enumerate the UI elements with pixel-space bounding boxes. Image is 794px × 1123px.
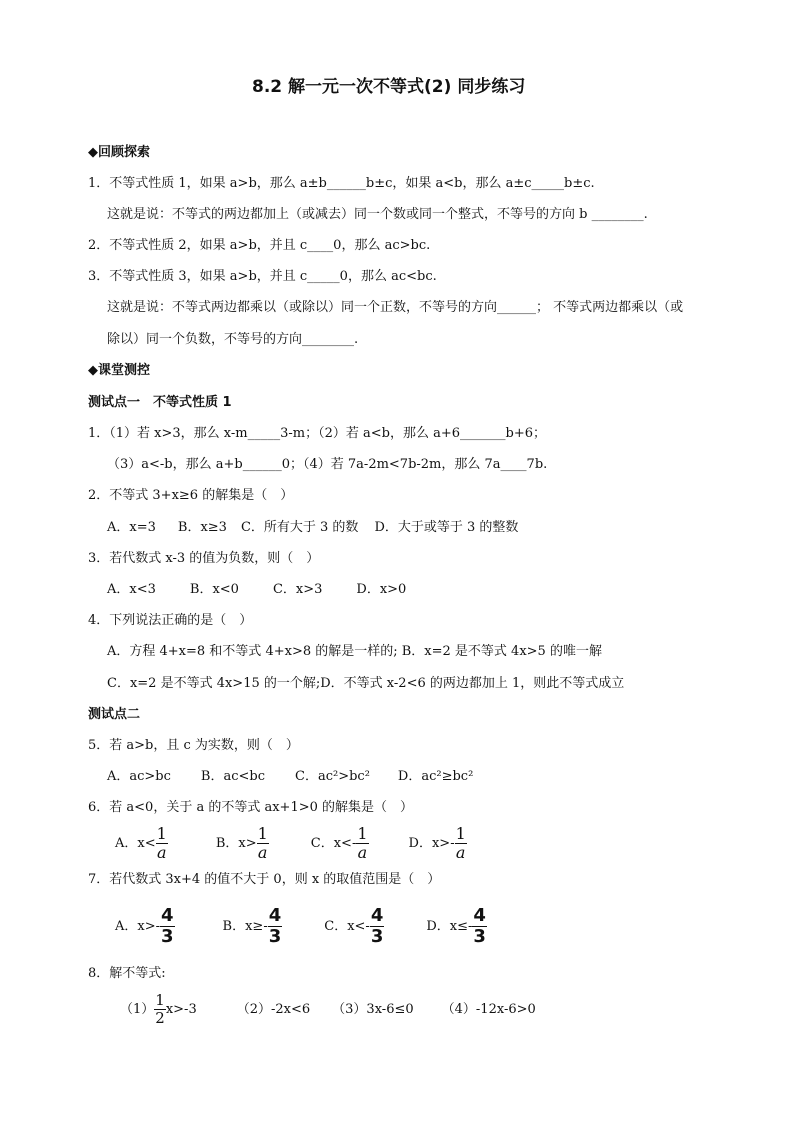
question-6-option-d-prefix: D．x>- bbox=[408, 836, 455, 851]
fraction-denominator: a bbox=[455, 843, 466, 862]
question-7-option-a bbox=[115, 905, 175, 947]
question-3-options bbox=[107, 581, 406, 599]
page-title: 8.2 解一元一次不等式(2) 同步练习 bbox=[252, 77, 526, 97]
question-6-option-a-prefix: A．x< bbox=[115, 836, 156, 851]
fraction-numerator: 4 bbox=[473, 905, 486, 926]
question-7-option-c-prefix: C．x<- bbox=[324, 919, 370, 934]
fraction-numerator: 1 bbox=[257, 824, 268, 843]
question-5-option-a: A．ac>bc bbox=[107, 769, 171, 784]
section-heading-review: ◆回顾探索 bbox=[88, 145, 150, 160]
question-6-option-b-prefix: B．x> bbox=[215, 836, 257, 851]
question-7-option-d bbox=[426, 905, 487, 947]
question-2-options bbox=[107, 519, 518, 537]
question-6-option-c bbox=[310, 824, 369, 862]
fraction-denominator: 3 bbox=[370, 926, 384, 947]
question-7-option-c bbox=[324, 905, 384, 947]
fraction-denominator: 3 bbox=[161, 926, 174, 947]
fraction-numerator: 1 bbox=[455, 824, 466, 843]
review-question-3-note-1: 这就是说：不等式两边都乘以（或除以）同一个正数，不等号的方向______； 不等式两边都乘以（或 bbox=[107, 300, 684, 315]
question-4-line-1: A．方程 4+x=8 和不等式 4+x>8 的解是一样的; B．x=2 是不等式 4x>5 的唯一解 bbox=[107, 644, 602, 659]
question-5-options bbox=[107, 768, 473, 786]
question-5-option-b: B．ac<bc bbox=[200, 769, 266, 784]
question-4-stem: 4．下列说法正确的是（ ） bbox=[88, 613, 253, 628]
question-2-option-a: A．x=3 bbox=[107, 520, 156, 535]
question-8-part-1-prefix: （1） bbox=[120, 1002, 155, 1017]
question-2-option-d: D．大于或等于 3 的整数 bbox=[374, 520, 519, 535]
question-3-stem: 3．若代数式 x-3 的值为负数，则（ ） bbox=[88, 551, 320, 566]
test-point-2-heading: 测试点二 bbox=[88, 707, 141, 722]
fraction-numerator: 4 bbox=[370, 905, 384, 926]
question-8-part-1-inequality: x>-3 bbox=[165, 1002, 197, 1017]
fraction-denominator: 3 bbox=[268, 926, 282, 947]
question-4-line-2: C．x=2 是不等式 4x>15 的一个解;D．不等式 x-2<6 的两边都加上 1，则此不等式成立 bbox=[107, 676, 625, 691]
question-5-stem: 5．若 a>b，且 c 为实数，则（ ） bbox=[88, 738, 299, 753]
fraction bbox=[156, 826, 168, 861]
fraction-denominator: a bbox=[156, 843, 167, 862]
question-7-option-b-prefix: B．x≥- bbox=[222, 919, 268, 934]
question-8-part-2: （2）-2x<6 bbox=[236, 1002, 311, 1017]
review-question-3: 3．不等式性质 3，如果 a>b，并且 c_____0，那么 ac<bc. bbox=[88, 269, 437, 284]
question-6-option-c-prefix: C．x<- bbox=[310, 836, 357, 851]
section-heading-class: ◆课堂测控 bbox=[88, 363, 150, 378]
question-2-stem: 2．不等式 3+x≥6 的解集是（ ） bbox=[88, 488, 294, 503]
fraction bbox=[455, 826, 467, 861]
question-3-option-d: D．x>0 bbox=[356, 582, 407, 597]
question-8-part-3: （3）3x-6≤0 bbox=[332, 1002, 414, 1017]
review-question-3-note-2: 除以）同一个负数，不等号的方向________. bbox=[107, 332, 359, 347]
question-2-option-b: B．x≥3 bbox=[177, 520, 227, 535]
fraction-numerator: 1 bbox=[357, 824, 368, 843]
fraction-denominator: a bbox=[357, 843, 368, 862]
question-8-parts bbox=[120, 990, 536, 1030]
question-5-option-d: D．ac²≥bc² bbox=[397, 769, 474, 784]
fraction bbox=[268, 907, 283, 946]
fraction-denominator: 3 bbox=[473, 926, 486, 947]
question-8-part-4: （4）-12x-6>0 bbox=[441, 1002, 536, 1017]
review-question-1: 1．不等式性质 1，如果 a>b，那么 a±b______b±c，如果 a<b，那么 a±c_____b±c. bbox=[88, 176, 595, 191]
question-6-stem: 6．若 a<0，关于 a 的不等式 ax+1>0 的解集是（ ） bbox=[88, 800, 414, 815]
question-1-line-2: （3）a<-b，那么 a+b______0；（4）若 7a-2m<7b-2m，那么 7a____7b. bbox=[107, 457, 548, 472]
question-6-option-b bbox=[215, 824, 269, 862]
fraction-denominator: 2 bbox=[155, 1009, 165, 1027]
question-3-option-a: A．x<3 bbox=[107, 582, 156, 597]
fraction bbox=[472, 907, 487, 946]
question-1-line-1: 1．（1）若 x>3，那么 x-m_____3-m；（2）若 a<b，那么 a+6_______b+6； bbox=[88, 426, 547, 441]
fraction bbox=[154, 993, 166, 1026]
question-5-option-c: C．ac²>bc² bbox=[295, 769, 370, 784]
fraction-numerator: 4 bbox=[161, 905, 174, 926]
fraction bbox=[370, 907, 385, 946]
question-2-option-c: C．所有大于 3 的数 bbox=[240, 520, 359, 535]
question-7-options bbox=[115, 906, 487, 948]
question-8-part-1 bbox=[120, 991, 197, 1027]
question-7-stem: 7．若代数式 3x+4 的值不大于 0，则 x 的取值范围是（ ） bbox=[88, 872, 441, 887]
question-3-option-c: C．x>3 bbox=[272, 582, 323, 597]
test-point-1-heading: 测试点一 不等式性质 1 bbox=[88, 395, 232, 410]
question-7-option-d-prefix: D．x≤- bbox=[426, 919, 473, 934]
question-6-option-d bbox=[408, 824, 467, 862]
question-3-option-b: B．x<0 bbox=[189, 582, 239, 597]
fraction-numerator: 4 bbox=[268, 905, 282, 926]
fraction bbox=[356, 826, 368, 861]
review-question-1-note: 这就是说：不等式的两边都加上（或减去）同一个数或同一个整式，不等号的方向 b ________. bbox=[107, 207, 648, 222]
question-7-option-a-prefix: A．x>- bbox=[115, 919, 161, 934]
question-7-option-b bbox=[222, 905, 283, 947]
review-question-2: 2．不等式性质 2，如果 a>b，并且 c____0，那么 ac>bc. bbox=[88, 238, 431, 253]
fraction bbox=[160, 907, 175, 946]
fraction-numerator: 1 bbox=[156, 824, 167, 843]
question-8-stem: 8．解不等式: bbox=[88, 966, 166, 981]
question-6-option-a bbox=[115, 824, 168, 862]
question-6-options bbox=[115, 824, 467, 864]
fraction-numerator: 1 bbox=[155, 991, 165, 1009]
fraction bbox=[257, 826, 269, 861]
fraction-denominator: a bbox=[257, 843, 268, 862]
